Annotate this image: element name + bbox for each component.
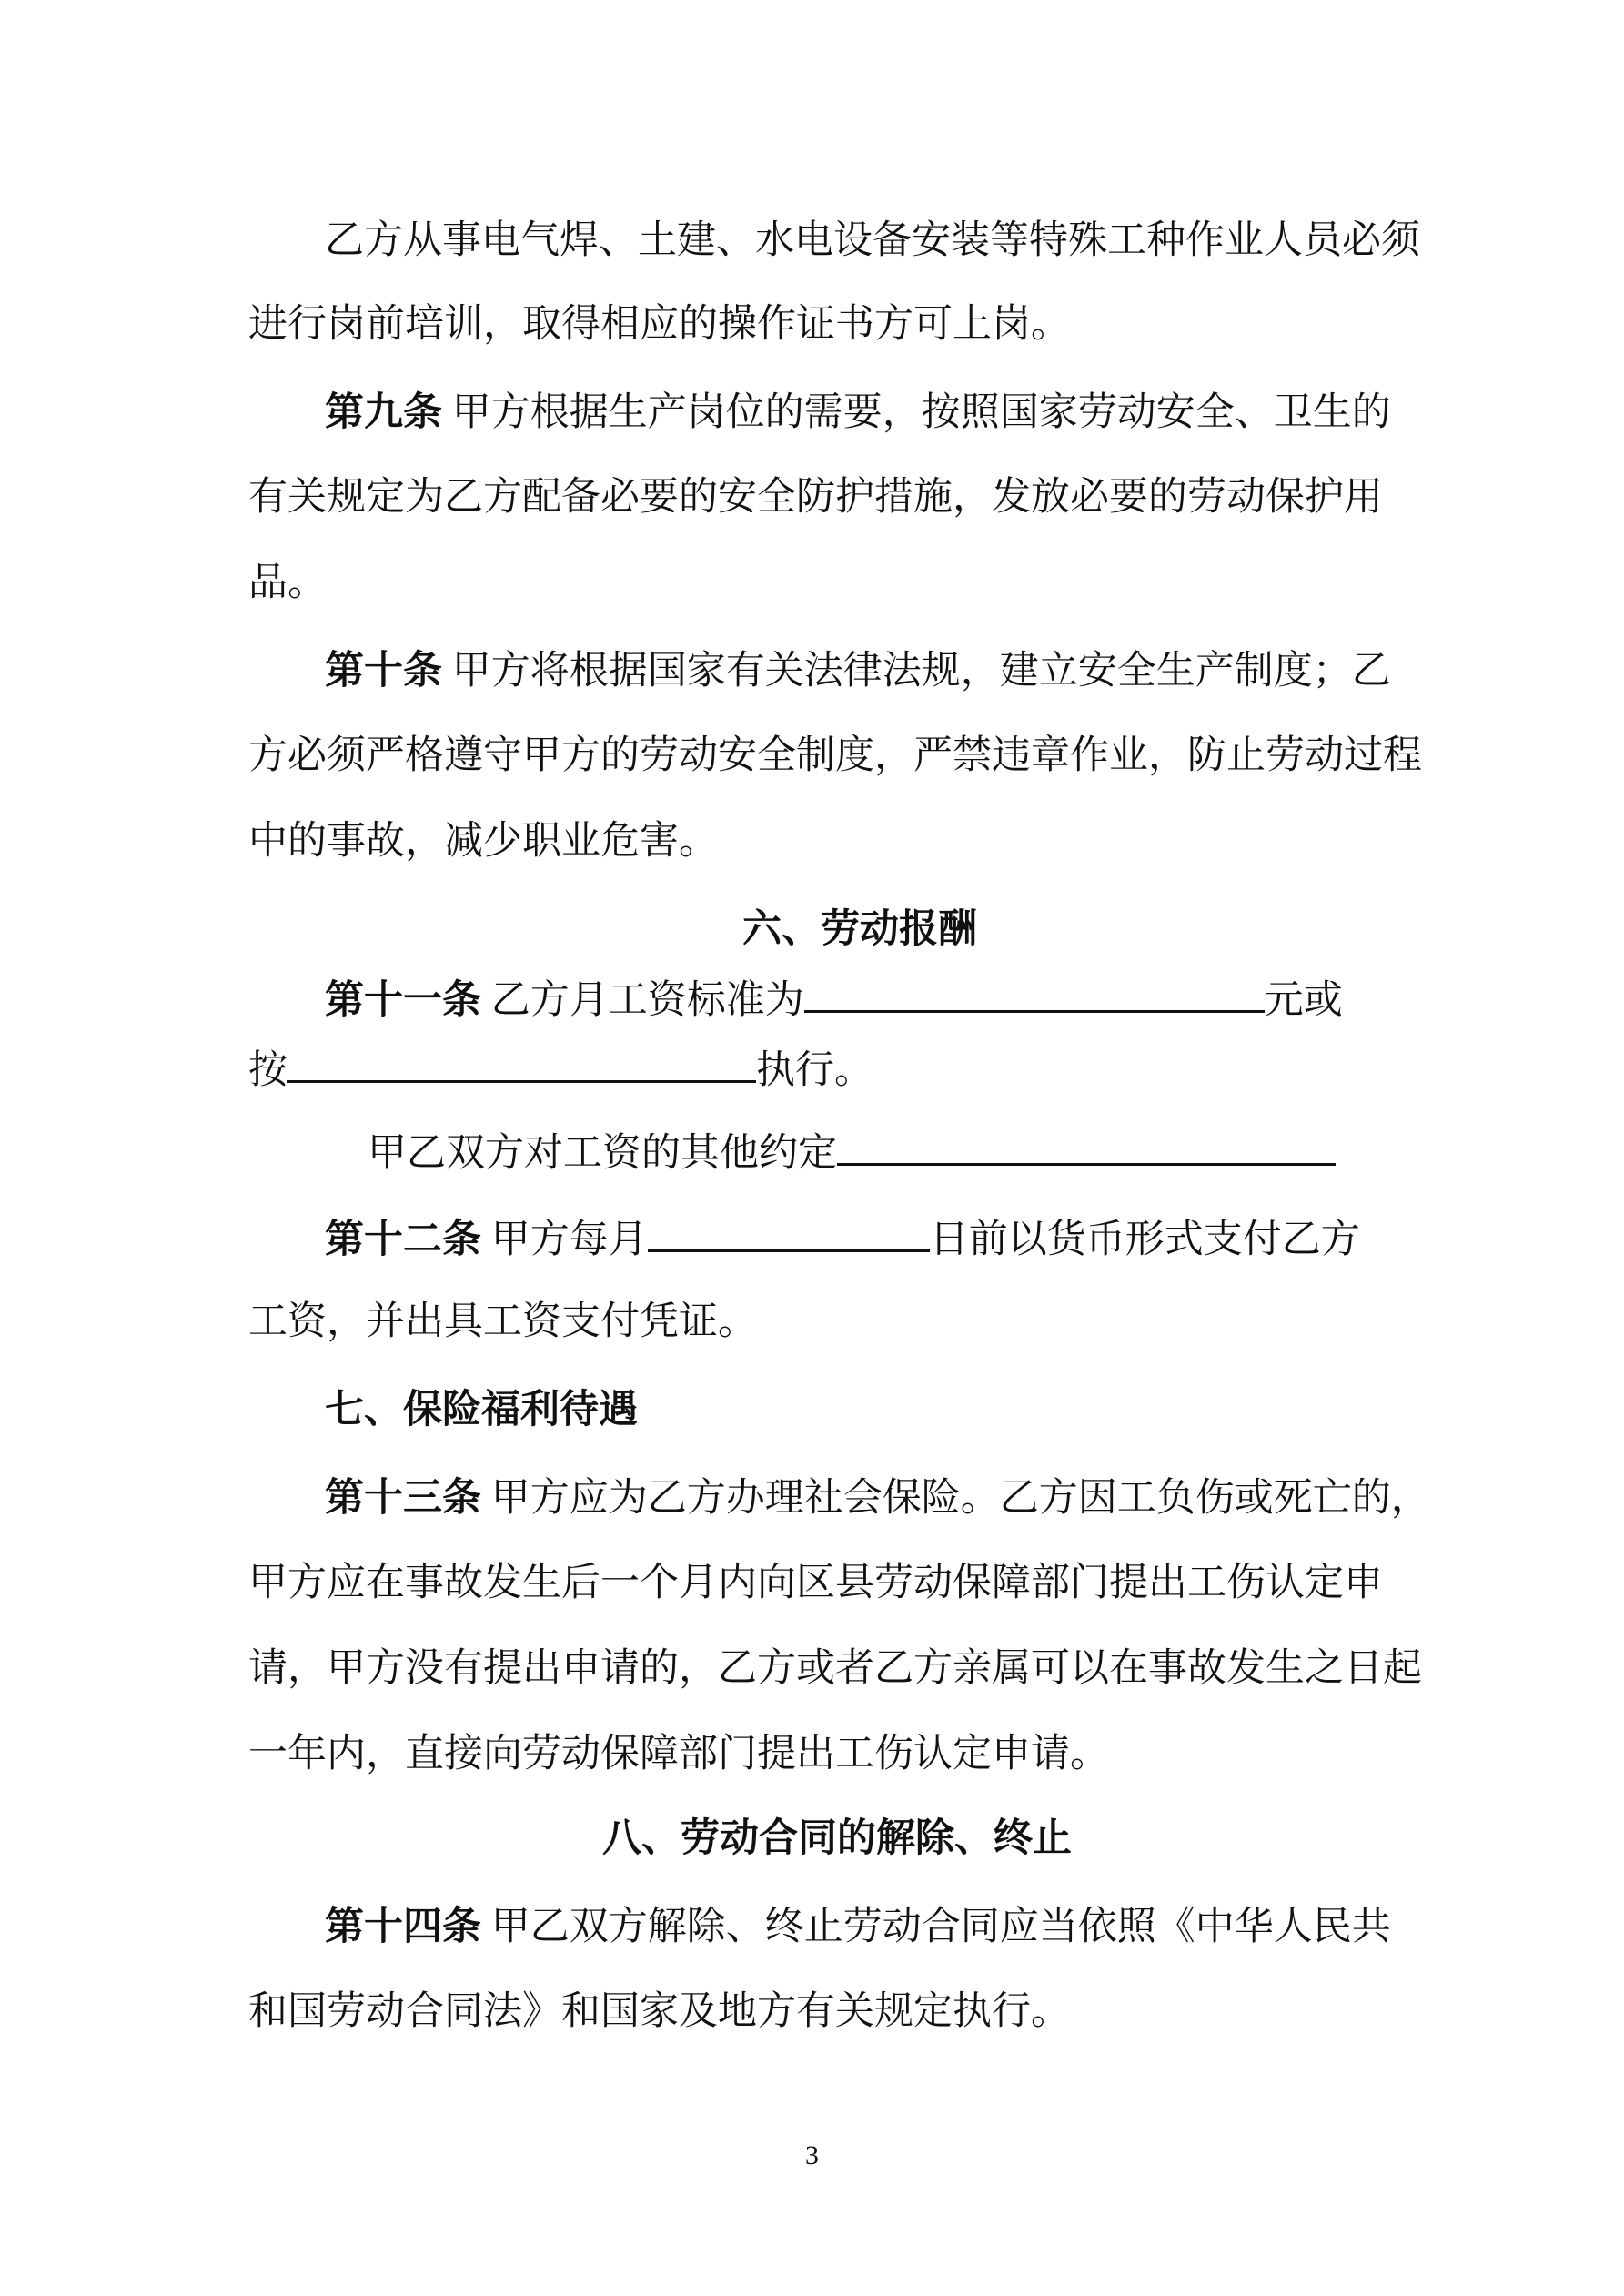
- pay-day-blank-field[interactable]: [648, 1213, 930, 1252]
- article-text: 甲方将根据国家有关法律法规，建立安全生产制度；乙: [442, 650, 1391, 693]
- article-text: 甲方应为乙方办理社会保险。乙方因工负伤或死亡的，: [481, 1477, 1430, 1520]
- article-label: 第九条: [325, 391, 442, 434]
- line-text-after: 执行。: [756, 1049, 873, 1092]
- paragraph-line: 一年内，直接向劳动保障部门提出工伤认定申请。: [248, 1733, 1109, 1775]
- article-text-after: 日前以货币形式支付乙方: [929, 1219, 1360, 1261]
- article-text: 甲方根据生产岗位的需要，按照国家劳动安全、卫生的: [442, 391, 1391, 434]
- section-heading-8: 八、劳动合同的解除、终止: [602, 1817, 1072, 1860]
- article-12: [325, 1213, 1360, 1263]
- paragraph-line: 中的事故，减少职业危害。: [248, 820, 718, 863]
- article-text: 甲方每月: [481, 1219, 648, 1261]
- article-10: [325, 649, 1391, 694]
- section-heading-7: 七、保险福利待遇: [325, 1389, 638, 1431]
- salary-blank-field[interactable]: [804, 974, 1265, 1013]
- article-text-after: 元或: [1264, 979, 1343, 1022]
- paragraph-line: [368, 1127, 1336, 1177]
- article-label: 第十二条: [325, 1219, 481, 1261]
- article-label: 第十三条: [325, 1477, 481, 1520]
- line-text: 甲乙双方对工资的其他约定: [368, 1132, 837, 1175]
- page-number: 3: [805, 2140, 819, 2170]
- paragraph-line: 工资，并出具工资支付凭证。: [248, 1300, 757, 1343]
- article-text: 乙方月工资标准为: [481, 979, 804, 1022]
- article-label: 第十条: [325, 650, 442, 693]
- article-13: [325, 1476, 1430, 1522]
- paragraph-line: [248, 1044, 873, 1094]
- article-9: [325, 390, 1391, 436]
- article-11: [325, 974, 1343, 1024]
- article-label: 第十四条: [325, 1906, 481, 1948]
- paragraph-line: 品。: [248, 561, 327, 604]
- paragraph-line: 方必须严格遵守甲方的劳动安全制度，严禁违章作业，防止劳动过程: [248, 734, 1422, 777]
- article-text: 甲乙双方解除、终止劳动合同应当依照《中华人民共: [481, 1906, 1391, 1948]
- paragraph-line: 请，甲方没有提出申请的，乙方或者乙方亲属可以在事故发生之日起: [248, 1647, 1422, 1690]
- paragraph-line: 乙方从事电气焊、土建、水电设备安装等特殊工种作业人员必须: [325, 219, 1420, 262]
- article-14: [325, 1905, 1391, 1950]
- section-heading-6: 六、劳动报酬: [742, 908, 977, 951]
- paragraph-line: 进行岗前培训，取得相应的操作证书方可上岗。: [248, 303, 1070, 346]
- salary-basis-blank-field[interactable]: [287, 1044, 756, 1083]
- article-label: 第十一条: [325, 979, 481, 1022]
- paragraph-line: 有关规定为乙方配备必要的安全防护措施，发放必要的劳动保护用: [248, 476, 1383, 519]
- line-text: 按: [248, 1049, 287, 1092]
- paragraph-line: 甲方应在事故发生后一个月内向区县劳动保障部门提出工伤认定申: [248, 1562, 1383, 1604]
- paragraph-line: 和国劳动合同法》和国家及地方有关规定执行。: [248, 1990, 1070, 2033]
- other-wage-agreement-blank-field[interactable]: [837, 1127, 1336, 1166]
